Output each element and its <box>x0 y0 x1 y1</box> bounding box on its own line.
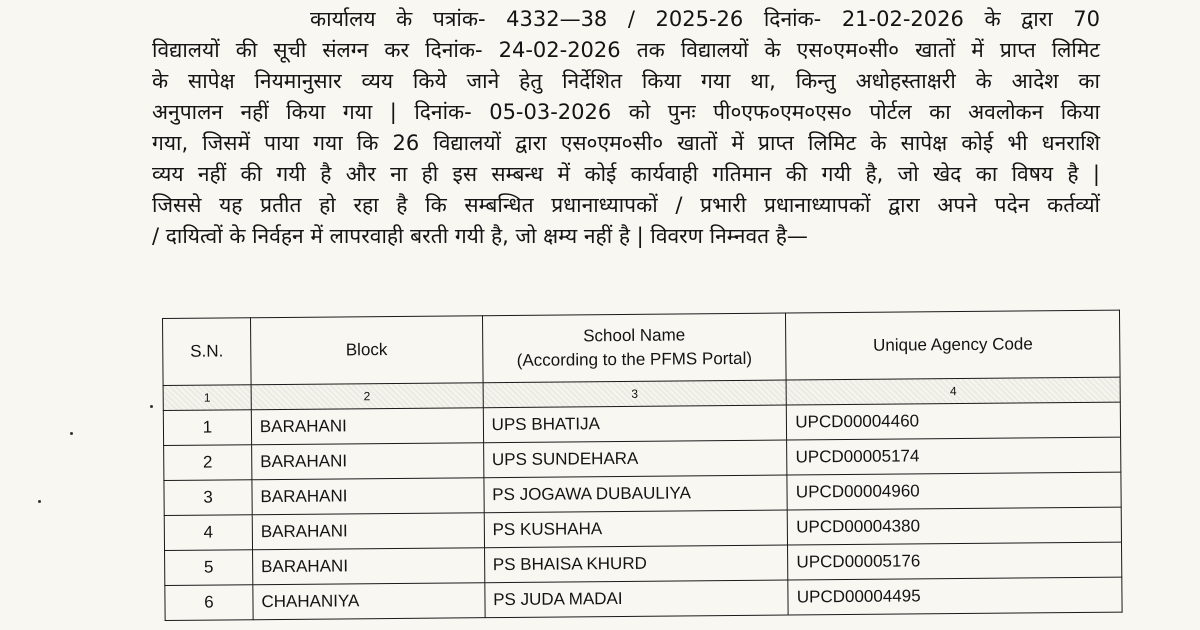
scan-speck <box>150 405 153 408</box>
cell-code: UPCD00005174 <box>787 437 1121 475</box>
paragraph-line: अनुपालन नहीं किया गया | दिनांक- 05-03-2026 को पुनः पी०एफ०एम०एस० पोर्टल का अवलोकन किया <box>152 100 1100 124</box>
header-sn: S.N. <box>163 318 252 386</box>
cell-school: UPS SUNDEHARA <box>483 440 787 478</box>
cell-school: PS KUSHAHA <box>484 510 788 548</box>
paragraph-line: विद्यालयों की सूची संलग्न कर दिनांक- 24-02-2026 तक विद्यालयों के एस०एम०सी० खातों में प्राप्त लिमिट <box>152 38 1100 62</box>
cell-sn: 2 <box>164 445 252 481</box>
table-row <box>165 577 1122 620</box>
paragraph-line: व्यय नहीं की गयी है और ना ही इस सम्बन्ध में कोई कार्यवाही गतिमान की गयी है, जो खेद का विषय है | <box>152 162 1100 186</box>
paragraph-line: कार्यालय के पत्रांक- 4332—38 / 2025-26 दिनांक- 21-02-2026 के द्वारा 70 <box>310 7 1100 31</box>
cell-school: PS JUDA MADAI <box>485 580 789 618</box>
cell-code: UPCD00004960 <box>787 472 1121 510</box>
cell-block: BARAHANI <box>252 548 484 585</box>
column-index: 1 <box>163 385 251 411</box>
cell-school: PS JOGAWA DUBAULIYA <box>484 475 788 513</box>
paragraph-line: / दायित्वों के निर्वहन में लापरवाही बरती गयी है, जो क्षम्य नहीं है | विवरण निम्नवत है— <box>152 224 808 248</box>
cell-block: BARAHANI <box>251 408 483 445</box>
column-index: 4 <box>786 377 1120 405</box>
scan-speck <box>38 500 41 503</box>
cell-code: UPCD00004460 <box>787 402 1121 440</box>
paragraph-line: गया, जिसमें पाया गया कि 26 विद्यालयों द्वारा एस०एम०सी० खातों में प्राप्त लिमिट के सापेक्ष कोई भी धनराशि <box>152 131 1100 155</box>
header-block: Block <box>250 316 482 385</box>
cell-block: CHAHANIYA <box>253 583 485 620</box>
cell-sn: 3 <box>164 480 252 516</box>
paragraph-line: के सापेक्ष नियमानुसार व्यय किये जाने हेतु निर्देशित किया गया था, किन्तु अधोहस्ताक्षरी के आदेश का <box>152 69 1100 93</box>
cell-block: BARAHANI <box>252 478 484 515</box>
column-index: 2 <box>251 383 483 410</box>
cell-sn: 5 <box>165 550 253 586</box>
cell-block: BARAHANI <box>252 513 484 550</box>
scan-speck <box>70 432 73 435</box>
cell-sn: 1 <box>163 410 251 446</box>
header-school-line2: (According to the PFMS Portal) <box>516 348 753 370</box>
header-unique-agency-code: Unique Agency Code <box>786 310 1120 380</box>
cell-school: UPS BHATIJA <box>483 405 787 443</box>
cell-sn: 6 <box>165 585 253 621</box>
paragraph-line: जिससे यह प्रतीत हो रहा है कि सम्बन्धित प्रधानाध्यापकों / प्रभारी प्रधानाध्यापकों द्वारा अपने पदेन कर्तव्यों <box>152 193 1100 217</box>
cell-school: PS BHAISA KHURD <box>484 545 788 583</box>
school-table <box>162 310 1123 621</box>
header-school-line1: School Name <box>583 325 686 346</box>
table-header-row <box>163 310 1121 385</box>
column-index: 3 <box>483 380 787 408</box>
cell-code: UPCD00004495 <box>788 577 1122 615</box>
cell-code: UPCD00005176 <box>788 542 1122 580</box>
cell-code: UPCD00004380 <box>788 507 1122 545</box>
cell-block: BARAHANI <box>252 443 484 480</box>
body-paragraph <box>152 4 1100 252</box>
header-school-name <box>482 313 786 383</box>
cell-sn: 4 <box>164 515 252 551</box>
